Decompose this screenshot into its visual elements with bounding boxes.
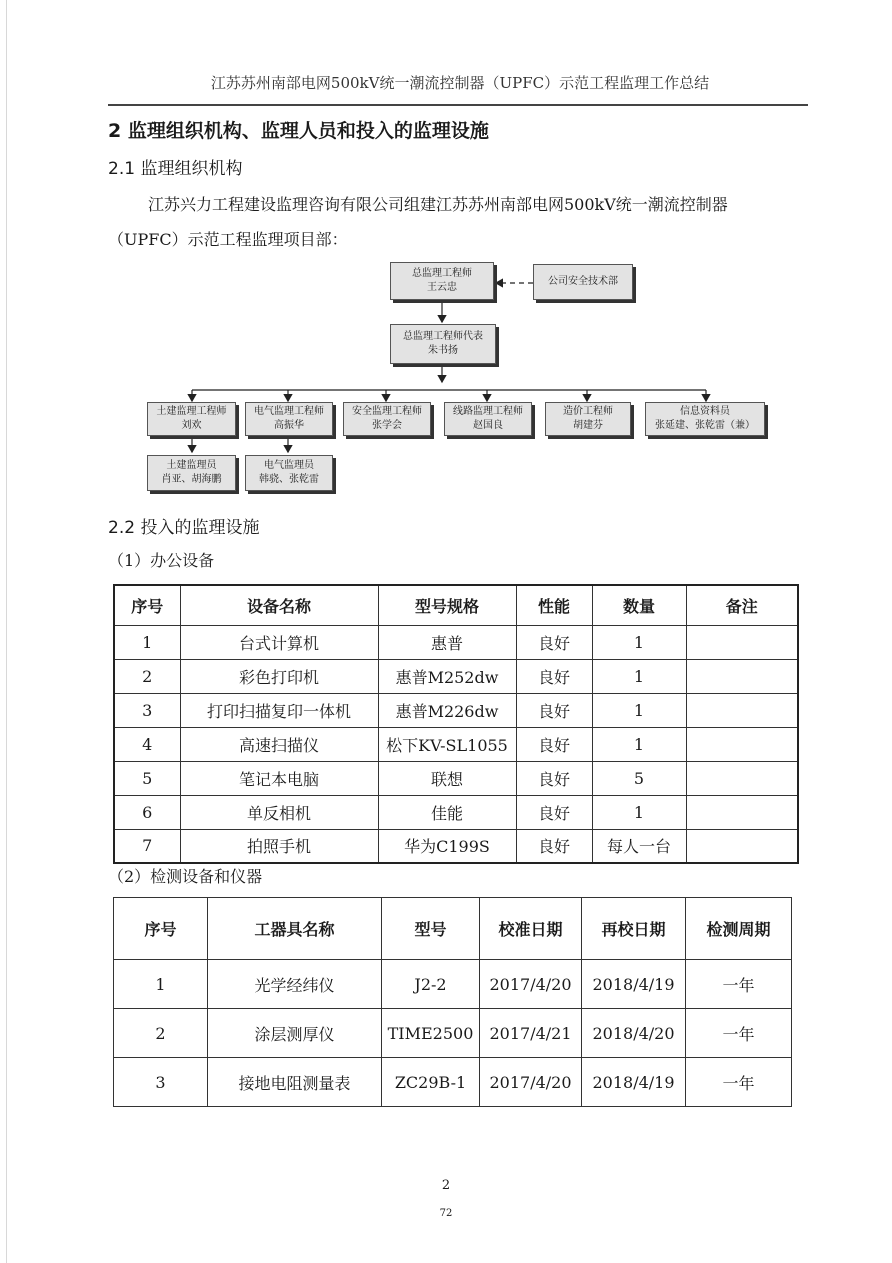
table-cell: 惠普M252dw <box>378 659 516 693</box>
table-cell: 光学经纬仪 <box>208 960 382 1009</box>
table-cell: 良好 <box>516 795 592 829</box>
table-cell: 拍照手机 <box>180 829 378 863</box>
table-cell: ZC29B-1 <box>382 1058 480 1107</box>
org-person: 肖亚、胡海鹏 <box>161 474 222 485</box>
table-cell: 3 <box>114 693 180 727</box>
table-cell: 1 <box>592 727 686 761</box>
org-box-electrical-engineer <box>245 402 333 436</box>
column-header: 备注 <box>686 585 798 625</box>
org-person: 王云忠 <box>427 282 457 293</box>
table-cell: 一年 <box>686 1009 792 1058</box>
org-role: 电气监理员 <box>264 460 314 471</box>
table-cell: 4 <box>114 727 180 761</box>
running-header: 江苏苏州南部电网500kV统一潮流控制器（UPFC）示范工程监理工作总结 <box>210 74 710 92</box>
table-cell <box>686 761 798 795</box>
table-cell: 惠普M226dw <box>378 693 516 727</box>
column-header: 数量 <box>592 585 686 625</box>
org-person: 胡建芬 <box>573 420 603 431</box>
table-row <box>114 625 798 659</box>
table-cell: 一年 <box>686 1058 792 1107</box>
table-cell: 2018/4/19 <box>582 1058 686 1107</box>
org-role: 电气监理工程师 <box>254 406 324 417</box>
table-cell: 2017/4/20 <box>480 1058 582 1107</box>
table-cell: 2 <box>114 659 180 693</box>
table-cell: 良好 <box>516 761 592 795</box>
table-cell: 3 <box>114 1058 208 1107</box>
table-cell: 单反相机 <box>180 795 378 829</box>
table-cell: 1 <box>592 659 686 693</box>
org-role: 线路监理工程师 <box>453 406 523 417</box>
table-cell: 彩色打印机 <box>180 659 378 693</box>
table-cell: J2-2 <box>382 960 480 1009</box>
table-row <box>114 960 792 1009</box>
org-role: 信息资料员 <box>680 406 730 417</box>
table-cell: 2017/4/20 <box>480 960 582 1009</box>
org-person: 韩骁、张乾雷 <box>259 474 319 485</box>
section-title: 2 监理组织机构、监理人员和投入的监理设施 <box>108 120 489 142</box>
table-cell: 松下KV-SL1055 <box>378 727 516 761</box>
table-row <box>114 659 798 693</box>
table-cell: 2018/4/19 <box>582 960 686 1009</box>
column-header: 序号 <box>114 585 180 625</box>
org-box-cost-engineer <box>545 402 631 436</box>
test-equipment-table <box>113 897 792 1107</box>
table-row <box>114 1058 792 1107</box>
table-cell: 5 <box>114 761 180 795</box>
table-cell: 良好 <box>516 693 592 727</box>
column-header: 工器具名称 <box>208 898 382 960</box>
org-role: 公司安全技术部 <box>548 276 618 287</box>
org-role: 造价工程师 <box>563 406 613 417</box>
org-role: 土建监理工程师 <box>156 406 227 417</box>
org-person: 高振华 <box>274 420 304 431</box>
table-cell <box>686 829 798 863</box>
table-row <box>114 727 798 761</box>
org-box-chief-engineer <box>390 262 494 300</box>
office-equipment-caption: （1）办公设备 <box>108 551 215 570</box>
table-cell: 良好 <box>516 727 592 761</box>
table-cell: 1 <box>592 693 686 727</box>
table-header-row <box>114 898 792 960</box>
page-number: 2 <box>441 1178 451 1193</box>
table-cell: 联想 <box>378 761 516 795</box>
table-cell: 2018/4/20 <box>582 1009 686 1058</box>
test-equipment-caption: （2）检测设备和仪器 <box>108 867 263 886</box>
table-cell: 2 <box>114 1009 208 1058</box>
org-box-info-clerk <box>645 402 765 436</box>
org-box-deputy <box>390 324 496 364</box>
table-cell: 5 <box>592 761 686 795</box>
table-cell: TIME2500 <box>382 1009 480 1058</box>
column-header: 序号 <box>114 898 208 960</box>
table-cell: 华为C199S <box>378 829 516 863</box>
column-header: 性能 <box>516 585 592 625</box>
table-cell <box>686 727 798 761</box>
org-person: 张延建、张乾雷（兼） <box>655 420 755 431</box>
table-row <box>114 795 798 829</box>
column-header: 校准日期 <box>480 898 582 960</box>
table-cell: 良好 <box>516 625 592 659</box>
table-cell: 惠普 <box>378 625 516 659</box>
table-cell: 良好 <box>516 659 592 693</box>
org-person: 赵国良 <box>473 420 503 431</box>
org-box-civil-supervisor <box>147 455 236 491</box>
table-cell: 7 <box>114 829 180 863</box>
org-person: 刘欢 <box>181 420 202 431</box>
column-header: 设备名称 <box>180 585 378 625</box>
table-cell: 涂层测厚仪 <box>208 1009 382 1058</box>
table-cell: 打印扫描复印一体机 <box>180 693 378 727</box>
org-role: 总监理工程师 <box>412 268 472 279</box>
table-cell: 1 <box>114 625 180 659</box>
table-row <box>114 693 798 727</box>
page-number-small: 72 <box>439 1208 453 1219</box>
org-role: 土建监理员 <box>166 460 217 471</box>
subsection-org-title: 2.1 监理组织机构 <box>108 159 243 179</box>
table-cell: 一年 <box>686 960 792 1009</box>
org-box-line-engineer <box>444 402 532 436</box>
table-row <box>114 1009 792 1058</box>
subsection-facilities-title: 2.2 投入的监理设施 <box>108 518 260 538</box>
column-header: 再校日期 <box>582 898 686 960</box>
table-row <box>114 761 798 795</box>
org-box-civil-engineer <box>147 402 236 436</box>
org-box-safety-dept <box>533 264 633 300</box>
table-cell: 6 <box>114 795 180 829</box>
table-cell <box>686 625 798 659</box>
intro-line-2: （UPFC）示范工程监理项目部： <box>108 230 348 249</box>
table-row <box>114 829 798 863</box>
table-cell: 笔记本电脑 <box>180 761 378 795</box>
table-cell: 高速扫描仪 <box>180 727 378 761</box>
table-cell: 每人一台 <box>592 829 686 863</box>
org-role: 安全监理工程师 <box>352 406 422 417</box>
table-cell: 接地电阻测量表 <box>208 1058 382 1107</box>
office-equipment-table <box>113 584 799 864</box>
table-cell: 良好 <box>516 829 592 863</box>
table-header-row <box>114 585 798 625</box>
intro-line-1: 江苏兴力工程建设监理咨询有限公司组建江苏苏州南部电网500kV统一潮流控制器 <box>148 195 728 214</box>
table-cell: 佳能 <box>378 795 516 829</box>
column-header: 型号规格 <box>378 585 516 625</box>
table-cell: 1 <box>592 625 686 659</box>
column-header: 检测周期 <box>686 898 792 960</box>
table-cell <box>686 659 798 693</box>
org-person: 朱书扬 <box>428 345 458 356</box>
org-person: 张学会 <box>372 420 402 431</box>
table-cell: 2017/4/21 <box>480 1009 582 1058</box>
org-role: 总监理工程师代表 <box>403 331 483 342</box>
org-box-electrical-supervisor <box>245 455 333 491</box>
column-header: 型号 <box>382 898 480 960</box>
table-cell: 台式计算机 <box>180 625 378 659</box>
table-cell: 1 <box>114 960 208 1009</box>
table-cell <box>686 693 798 727</box>
table-cell: 1 <box>592 795 686 829</box>
org-box-safety-engineer <box>343 402 431 436</box>
table-cell <box>686 795 798 829</box>
